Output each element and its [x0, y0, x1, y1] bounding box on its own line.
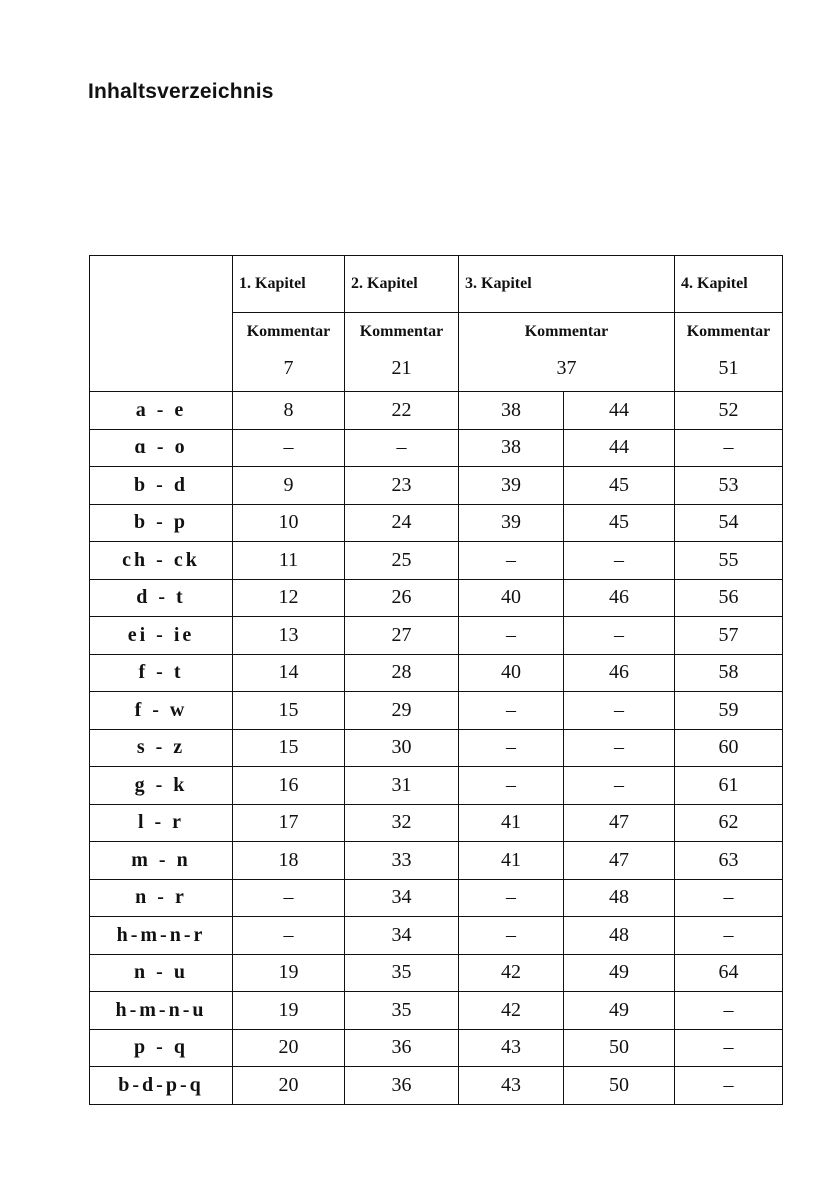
chapter-4-page: – [675, 992, 783, 1030]
chapter-1-page: 19 [233, 954, 345, 992]
chapter-1-page: 14 [233, 654, 345, 692]
table-row [90, 1067, 783, 1105]
chapter-4-page: – [675, 429, 783, 467]
chapter-2-page: 23 [345, 467, 459, 505]
chapter-3-page-a: 42 [459, 954, 564, 992]
table-row [90, 467, 783, 505]
chapter-3-page-b: 50 [564, 1067, 675, 1105]
chapter-2-page: 26 [345, 579, 459, 617]
chapter-3-page-b: – [564, 617, 675, 655]
chapter-3-page-b: 44 [564, 392, 675, 430]
chapter-3-commentary [459, 313, 675, 392]
chapter-4-page: 54 [675, 504, 783, 542]
commentary-page: 21 [391, 357, 412, 379]
chapter-3-page-a: 39 [459, 467, 564, 505]
chapter-3-page-b: 48 [564, 879, 675, 917]
chapter-4-page: 61 [675, 767, 783, 805]
chapter-3-page-a: 40 [459, 654, 564, 692]
letter-pair-label: f - w [90, 692, 233, 730]
chapter-4-page: 52 [675, 392, 783, 430]
chapter-header-row [90, 256, 783, 313]
chapter-3-page-a: – [459, 542, 564, 580]
letter-pair-label: h-m-n-u [90, 992, 233, 1030]
chapter-3-page-b: 47 [564, 842, 675, 880]
letter-pair-label: h-m-n-r [90, 917, 233, 955]
letter-pair-label: p - q [90, 1029, 233, 1067]
letter-pair-label: d - t [90, 579, 233, 617]
chapter-3-page-b: 48 [564, 917, 675, 955]
chapter-4-page: 58 [675, 654, 783, 692]
chapter-3-page-a: 41 [459, 842, 564, 880]
chapter-3-page-b: – [564, 767, 675, 805]
chapter-1-page: 9 [233, 467, 345, 505]
chapter-2-page: 27 [345, 617, 459, 655]
table-row [90, 954, 783, 992]
chapter-2-page: 31 [345, 767, 459, 805]
commentary-page: 7 [283, 357, 294, 379]
chapter-2-page: 36 [345, 1029, 459, 1067]
contents-table [89, 255, 783, 1105]
chapter-3-page-b: – [564, 729, 675, 767]
chapter-1-page: 12 [233, 579, 345, 617]
chapter-1-page: 18 [233, 842, 345, 880]
chapter-3-page-a: – [459, 617, 564, 655]
commentary-label: Kommentar [524, 323, 609, 340]
chapter-2-page: – [345, 429, 459, 467]
letter-pair-label: ei - ie [90, 617, 233, 655]
chapter-4-page: 53 [675, 467, 783, 505]
chapter-3-page-a: 43 [459, 1067, 564, 1105]
chapter-4-page: 64 [675, 954, 783, 992]
chapter-2-page: 25 [345, 542, 459, 580]
letter-pair-label: ch - ck [90, 542, 233, 580]
chapter-2-page: 28 [345, 654, 459, 692]
chapter-1-page: – [233, 879, 345, 917]
table-row [90, 392, 783, 430]
chapter-3-page-b: 44 [564, 429, 675, 467]
letter-pair-label: a - e [90, 392, 233, 430]
table-row [90, 1029, 783, 1067]
chapter-3-page-a: – [459, 729, 564, 767]
table-row [90, 542, 783, 580]
chapter-4-page: 62 [675, 804, 783, 842]
chapter-4-page: 63 [675, 842, 783, 880]
chapter-1-page: 20 [233, 1029, 345, 1067]
chapter-4-page: 55 [675, 542, 783, 580]
corner-cell [90, 256, 233, 392]
chapter-3-page-b: 45 [564, 504, 675, 542]
chapter-3-page-b: 50 [564, 1029, 675, 1067]
table-row [90, 804, 783, 842]
chapter-4-commentary [675, 313, 783, 392]
chapter-1-page: 19 [233, 992, 345, 1030]
letter-pair-label: b-d-p-q [90, 1067, 233, 1105]
chapter-2-page: 24 [345, 504, 459, 542]
chapter-2-page: 35 [345, 954, 459, 992]
letter-pair-label: b - d [90, 467, 233, 505]
chapter-2-page: 33 [345, 842, 459, 880]
chapter-3-page-a: – [459, 692, 564, 730]
letter-pair-label: n - u [90, 954, 233, 992]
chapter-2-commentary [345, 313, 459, 392]
table-row [90, 879, 783, 917]
chapter-1-page: 15 [233, 692, 345, 730]
chapter-1-page: 10 [233, 504, 345, 542]
chapter-3-page-b: 49 [564, 992, 675, 1030]
chapter-4-page: – [675, 917, 783, 955]
chapter-3-page-b: – [564, 542, 675, 580]
chapter-3-page-a: 41 [459, 804, 564, 842]
chapter-2-page: 34 [345, 917, 459, 955]
chapter-1-page: 13 [233, 617, 345, 655]
chapter-3-page-a: 38 [459, 429, 564, 467]
chapter-3-page-a: 42 [459, 992, 564, 1030]
chapter-1-page: 8 [233, 392, 345, 430]
commentary-label: Kommentar [686, 323, 771, 340]
chapter-3-page-b: 47 [564, 804, 675, 842]
chapter-2-page: 29 [345, 692, 459, 730]
chapter-2-page: 30 [345, 729, 459, 767]
letter-pair-label: s - z [90, 729, 233, 767]
chapter-4-page: 60 [675, 729, 783, 767]
chapter-1-page: 17 [233, 804, 345, 842]
chapter-1-page: – [233, 429, 345, 467]
chapter-2-page: 34 [345, 879, 459, 917]
chapter-1-commentary [233, 313, 345, 392]
chapter-3-page-b: 46 [564, 579, 675, 617]
table-row [90, 654, 783, 692]
letter-pair-label: b - p [90, 504, 233, 542]
chapter-4-page: – [675, 1029, 783, 1067]
chapter-3-page-a: 38 [459, 392, 564, 430]
table-row [90, 992, 783, 1030]
chapter-3-page-a: – [459, 879, 564, 917]
chapter-3-page-b: 49 [564, 954, 675, 992]
letter-pair-label: l - r [90, 804, 233, 842]
chapter-3-page-a: 43 [459, 1029, 564, 1067]
commentary-label: Kommentar [246, 323, 331, 340]
letter-pair-label: ɑ - o [90, 429, 233, 467]
table-row [90, 842, 783, 880]
letter-pair-label: n - r [90, 879, 233, 917]
table-row [90, 504, 783, 542]
chapter-2-page: 36 [345, 1067, 459, 1105]
chapter-4-page: 56 [675, 579, 783, 617]
commentary-page: 51 [718, 357, 739, 379]
page-title: Inhaltsverzeichnis [88, 80, 274, 103]
chapter-2-page: 32 [345, 804, 459, 842]
chapter-1-page: 16 [233, 767, 345, 805]
chapter-3-page-b: – [564, 692, 675, 730]
table-row [90, 767, 783, 805]
table-row [90, 579, 783, 617]
chapter-1-header: 1. Kapitel [233, 256, 345, 313]
chapter-1-page: 11 [233, 542, 345, 580]
table-row [90, 729, 783, 767]
chapter-2-header: 2. Kapitel [345, 256, 459, 313]
chapter-1-page: – [233, 917, 345, 955]
chapter-4-page: – [675, 879, 783, 917]
chapter-3-page-b: 46 [564, 654, 675, 692]
commentary-page: 37 [556, 357, 577, 379]
chapter-3-page-a: – [459, 767, 564, 805]
letter-pair-label: f - t [90, 654, 233, 692]
chapter-4-page: – [675, 1067, 783, 1105]
chapter-3-page-b: 45 [564, 467, 675, 505]
chapter-4-header: 4. Kapitel [675, 256, 783, 313]
letter-pair-label: m - n [90, 842, 233, 880]
table-row [90, 692, 783, 730]
table-row [90, 917, 783, 955]
chapter-4-page: 59 [675, 692, 783, 730]
chapter-3-page-a: 40 [459, 579, 564, 617]
table-row [90, 617, 783, 655]
chapter-1-page: 20 [233, 1067, 345, 1105]
chapter-3-page-a: 39 [459, 504, 564, 542]
chapter-2-page: 22 [345, 392, 459, 430]
commentary-label: Kommentar [359, 323, 444, 340]
chapter-1-page: 15 [233, 729, 345, 767]
letter-pair-label: g - k [90, 767, 233, 805]
chapter-4-page: 57 [675, 617, 783, 655]
table-row [90, 429, 783, 467]
chapter-3-page-a: – [459, 917, 564, 955]
chapter-3-header: 3. Kapitel [459, 256, 675, 313]
chapter-2-page: 35 [345, 992, 459, 1030]
